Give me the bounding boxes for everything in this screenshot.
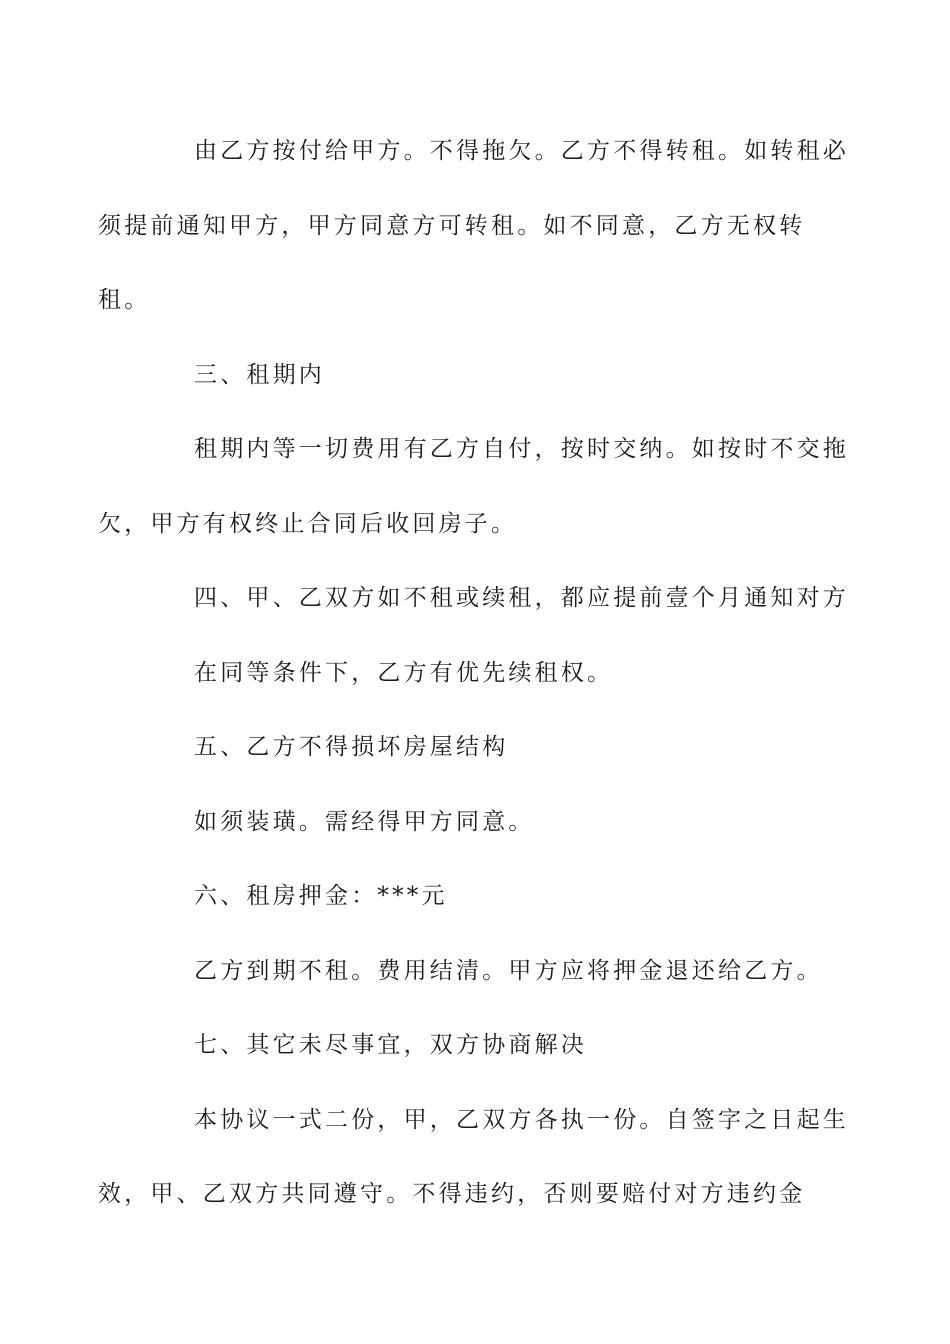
text-line: 乙方到期不租。费用结清。甲方应将押金退还给乙方。 bbox=[194, 957, 823, 984]
text-line: 六、租房押金：***元 bbox=[194, 883, 448, 909]
section-heading-6 bbox=[146, 859, 806, 934]
paragraph-agreement-copies bbox=[98, 1083, 849, 1232]
text-line: 五、乙方不得损坏房屋结构 bbox=[194, 734, 509, 760]
text-line: 如须装璜。需经得甲方同意。 bbox=[194, 808, 535, 835]
text-line: 七、其它未尽事宜，双方协商解决 bbox=[194, 1032, 587, 1058]
text-line: 租。 bbox=[98, 287, 151, 313]
section-heading-3 bbox=[146, 338, 806, 413]
text-line: 在同等条件下，乙方有优先续租权。 bbox=[194, 659, 614, 686]
paragraph-renewal-priority bbox=[146, 636, 806, 711]
text-line: 效，甲、乙双方共同遵守。不得违约，否则要赔付对方违约金 bbox=[98, 1181, 806, 1207]
paragraph-decoration bbox=[146, 785, 806, 860]
text-line: 租期内等一切费用有乙方自付，按时交纳。如按时不交拖 bbox=[194, 436, 849, 462]
section-heading-7 bbox=[146, 1008, 806, 1083]
paragraph-sublet-terms bbox=[98, 114, 849, 338]
section-heading-5 bbox=[146, 710, 806, 785]
text-line: 欠，甲方有权终止合同后收回房子。 bbox=[98, 510, 518, 537]
section-heading-4 bbox=[146, 561, 849, 636]
text-line: 须提前通知甲方，甲方同意方可转租。如不同意，乙方无权转 bbox=[98, 212, 806, 239]
text-line: 本协议一式二份，甲，乙双方各执一份。自签字之日起生 bbox=[194, 1106, 849, 1133]
paragraph-lease-fees bbox=[98, 412, 849, 561]
paragraph-deposit-refund bbox=[146, 934, 823, 1009]
text-line: 由乙方按付给甲方。不得拖欠。乙方不得转租。如转租必 bbox=[194, 138, 849, 164]
text-line: 四、甲、乙双方如不租或续租，都应提前壹个月通知对方 bbox=[194, 585, 849, 611]
document-body bbox=[98, 114, 849, 1232]
text-line: 三、租期内 bbox=[194, 361, 325, 388]
